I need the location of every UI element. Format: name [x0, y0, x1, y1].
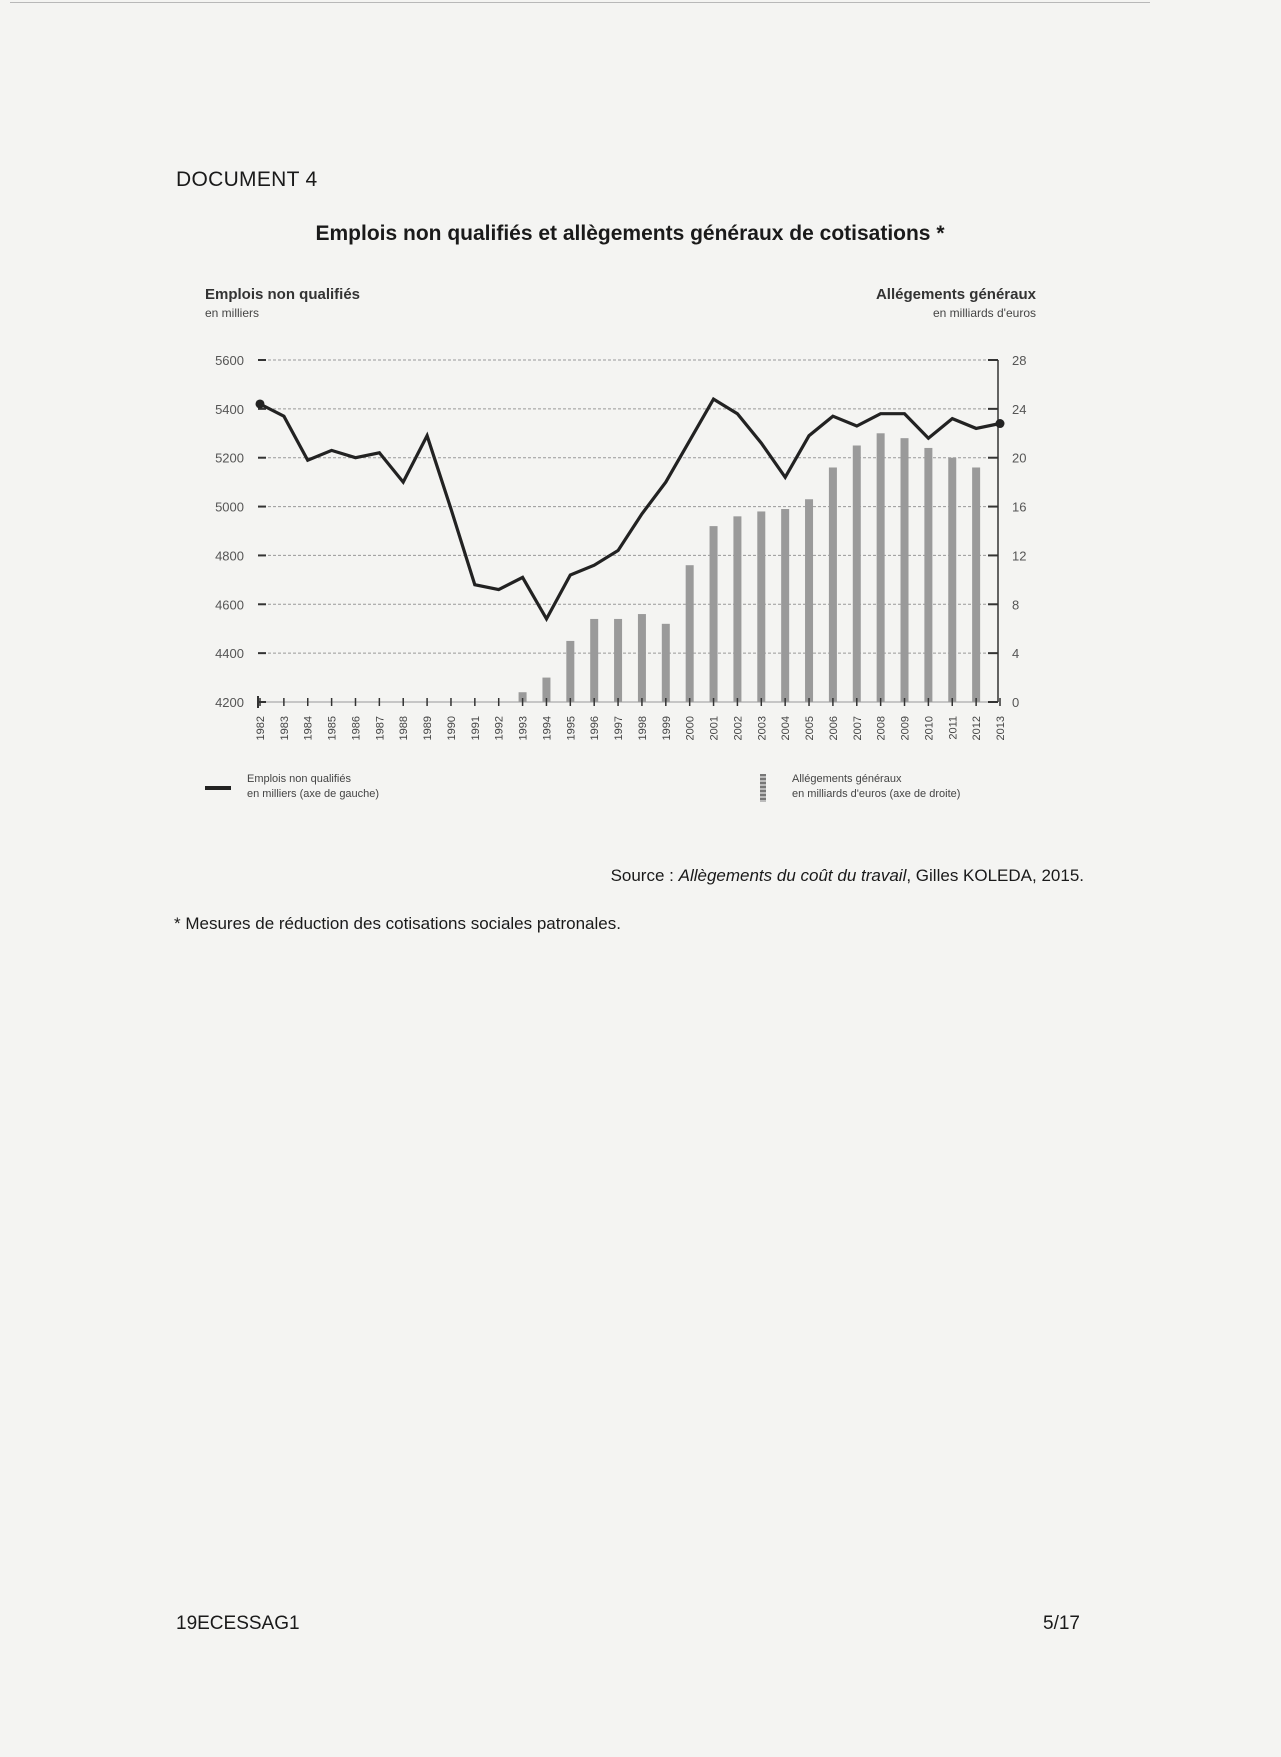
- left-tick-label: 4600: [215, 597, 244, 613]
- legend-line-swatch: [205, 786, 231, 790]
- right-tick-label: 20: [1012, 450, 1027, 466]
- x-tick-label: 1985: [326, 716, 339, 741]
- right-tick-label: 0: [1012, 695, 1020, 710]
- left-tick-label: 5000: [215, 499, 244, 515]
- left-tick-label: 4400: [215, 646, 244, 662]
- x-tick-label: 1999: [660, 716, 673, 741]
- x-tick-label: 2001: [708, 716, 721, 741]
- x-tick-label: 1986: [350, 716, 363, 741]
- source-suffix: , Gilles KOLEDA, 2015.: [906, 866, 1084, 885]
- x-tick-label: 1993: [517, 716, 530, 741]
- bar-2005: [805, 499, 813, 702]
- x-tick-label: 2006: [827, 716, 840, 741]
- left-tick-label: 5600: [215, 353, 244, 368]
- legend-bar-series: [760, 772, 960, 802]
- chart-plot: [0, 0, 1281, 780]
- right-tick-label: 12: [1012, 548, 1027, 564]
- line-layer: [256, 399, 1005, 619]
- bar-2002: [733, 516, 741, 702]
- x-tick-label: 2013: [995, 716, 1007, 741]
- right-axis-title: Allégements généraux: [875, 286, 1036, 303]
- right-tick-label: 16: [1012, 499, 1027, 515]
- bar-2004: [781, 509, 789, 702]
- x-tick-label: 1992: [493, 716, 506, 741]
- x-tick-label: 1991: [469, 716, 482, 741]
- bar-1997: [614, 619, 622, 702]
- x-tick-label: 1988: [398, 716, 411, 741]
- x-tick-label: 2009: [899, 716, 912, 741]
- right-tick-label: 8: [1012, 597, 1020, 613]
- legend-line-unit: en milliers (axe de gauche): [247, 788, 380, 800]
- bar-1999: [662, 624, 670, 702]
- right-axis-unit: en milliards d'euros: [932, 306, 1036, 320]
- right-tick-label: 24: [1012, 401, 1027, 417]
- bar-1996: [590, 619, 598, 702]
- bar-2007: [853, 446, 861, 703]
- left-tick-label: 4800: [215, 548, 244, 564]
- footer-code: 19ECESSAG1: [176, 1613, 300, 1634]
- bar-2006: [829, 467, 837, 702]
- bar-2012: [972, 467, 980, 702]
- right-tick-label: 4: [1012, 646, 1020, 662]
- legend-bar-swatch: [760, 774, 766, 802]
- x-tick-label: 1989: [422, 716, 435, 741]
- left-axis-title: Emplois non qualifiés: [205, 286, 361, 303]
- x-tick-label: 1984: [302, 716, 315, 741]
- bar-1995: [566, 641, 574, 702]
- x-tick-label: 2012: [971, 716, 984, 741]
- x-tick-label: 1997: [613, 716, 626, 741]
- x-tick-label: 2008: [875, 716, 888, 741]
- legend-line-label: Emplois non qualifiés: [247, 773, 351, 785]
- line-start-point: [256, 399, 265, 408]
- x-tick-label: 1987: [374, 716, 387, 741]
- footer-page-number: 5/17: [1043, 1613, 1080, 1634]
- line-end-point: [996, 419, 1005, 428]
- bar-2010: [924, 448, 932, 702]
- left-axis-unit: en milliers: [205, 306, 260, 320]
- bar-2009: [901, 438, 909, 702]
- document-label: DOCUMENT 4: [176, 168, 318, 191]
- x-tick-label: 2007: [851, 716, 864, 741]
- x-tick-label: 1995: [565, 716, 578, 741]
- x-tick-label: 2000: [684, 716, 697, 741]
- footnote: * Mesures de réduction des cotisations sociales patronales.: [174, 914, 621, 933]
- x-tick-label: 2005: [804, 716, 817, 741]
- x-tick-label: 2010: [923, 716, 936, 741]
- bar-2000: [686, 565, 694, 702]
- bar-2003: [757, 511, 765, 702]
- x-tick-label: 1994: [541, 716, 554, 741]
- x-tick-label: 1990: [445, 716, 458, 741]
- x-tick-label: 2003: [756, 716, 769, 741]
- x-tick-label: 1982: [255, 716, 267, 741]
- x-tick-label: 1996: [589, 716, 602, 741]
- legend-line-series: [205, 772, 379, 802]
- x-tick-label: 1983: [278, 716, 291, 741]
- source-citation: [200, 866, 1084, 886]
- bar-1998: [638, 614, 646, 702]
- chart-title: Emplois non qualifiés et allègements généraux de cotisations *: [315, 222, 945, 245]
- x-tick-label: 1998: [636, 716, 649, 741]
- bar-2001: [710, 526, 718, 702]
- bar-2008: [877, 433, 885, 702]
- left-tick-label: 5400: [215, 401, 244, 417]
- x-tick-label: 2002: [732, 716, 745, 741]
- legend-bar-unit: en milliards d'euros (axe de droite): [792, 788, 961, 800]
- bar-2011: [948, 458, 956, 702]
- x-tick-label: 2004: [780, 716, 793, 741]
- source-prefix: Source :: [610, 866, 679, 885]
- right-tick-label: 28: [1012, 353, 1027, 368]
- legend-bar-label: Allégements généraux: [792, 773, 902, 785]
- left-tick-label: 4200: [215, 695, 244, 710]
- source-title: Allègements du coût du travail: [678, 866, 907, 885]
- x-tick-label: 2011: [947, 716, 960, 740]
- left-tick-label: 5200: [215, 450, 244, 466]
- line-series-emplois: [260, 399, 1000, 619]
